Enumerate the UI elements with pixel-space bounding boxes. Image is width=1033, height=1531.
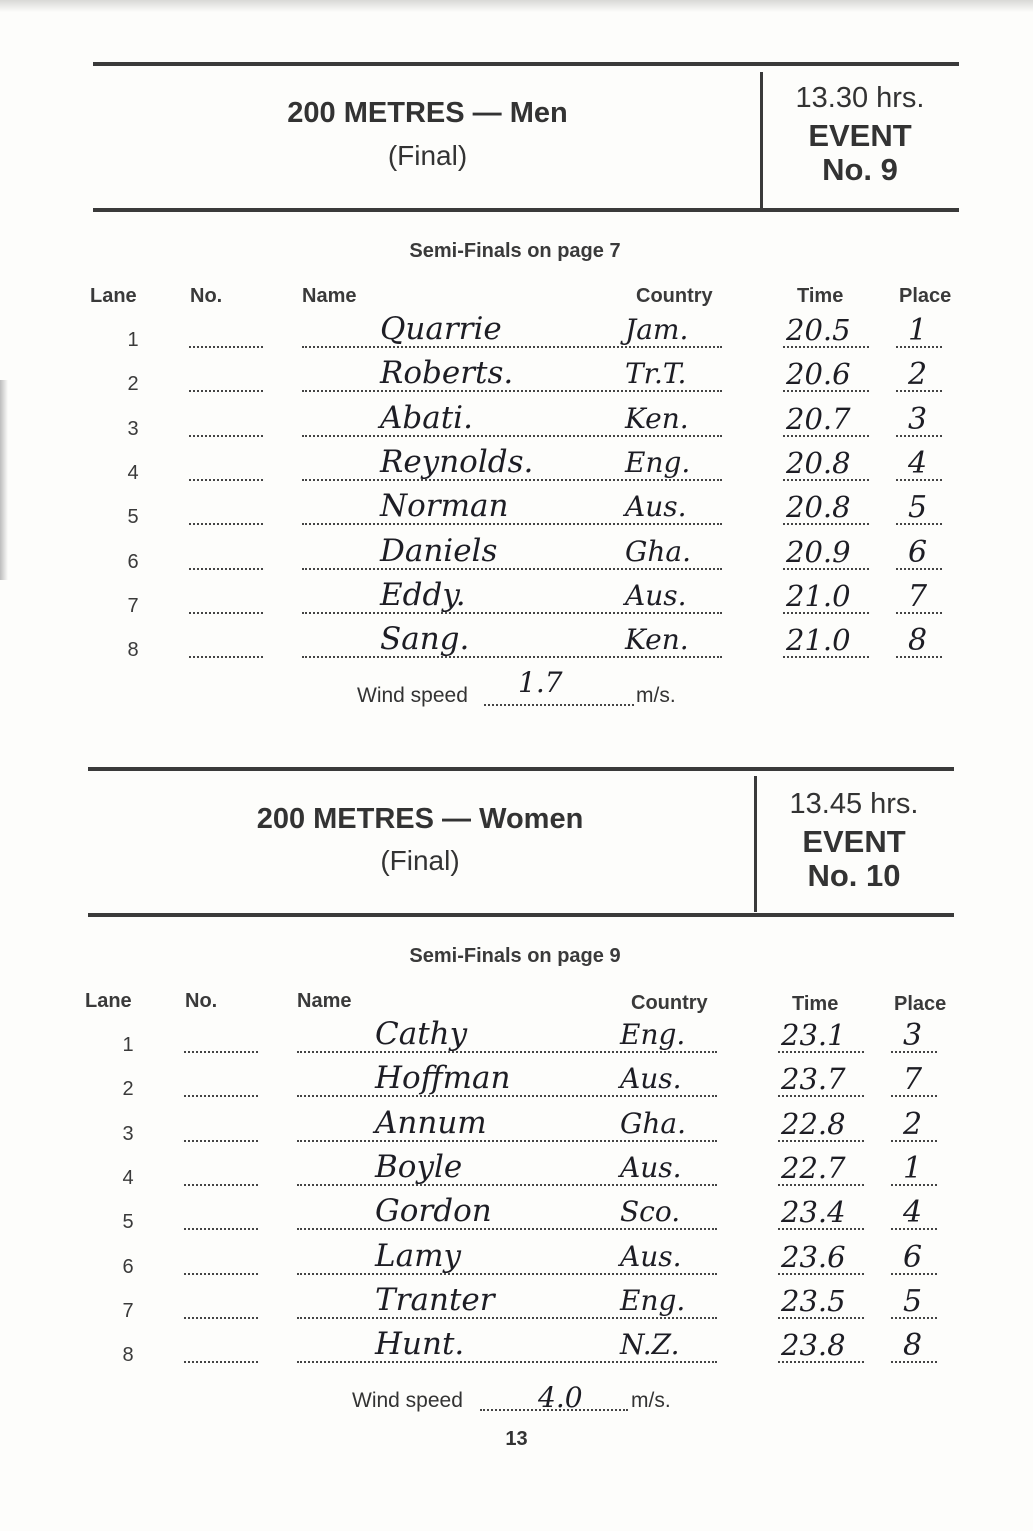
number-field [184, 1361, 258, 1363]
result-place: 3 [908, 402, 928, 437]
table-row [0, 1105, 1033, 1164]
lane-number: 1 [122, 1034, 134, 1056]
col-no: No. [190, 285, 223, 307]
result-time: 20.7 [786, 402, 851, 436]
athlete-name: Cathy [375, 1016, 468, 1052]
wind-value: 1.7 [518, 666, 563, 699]
number-field [184, 1095, 258, 1097]
table-row [0, 533, 1033, 592]
event-stage: (Final) [387, 140, 468, 171]
name-line [297, 1361, 717, 1363]
event-stage: (Final) [380, 845, 460, 876]
result-time: 20.6 [786, 357, 851, 391]
name-line [302, 435, 722, 437]
country: Aus. [625, 490, 687, 523]
col-no: No. [185, 990, 218, 1012]
result-time: 20.9 [786, 535, 851, 569]
name-line [297, 1317, 717, 1319]
result-time: 21.0 [786, 579, 851, 613]
col-country: Country [636, 285, 713, 307]
event-number: No. 10 [807, 858, 901, 893]
lane-number: 4 [122, 1167, 134, 1189]
result-place: 4 [908, 446, 928, 481]
result-place: 7 [908, 579, 928, 614]
athlete-name: Gordon [375, 1193, 492, 1229]
country: Tr.T. [625, 357, 687, 390]
wind-label: Wind speed [357, 684, 468, 707]
semi-finals-note: Semi-Finals on page 7 [409, 240, 621, 262]
country: Aus. [620, 1062, 682, 1095]
result-time: 22.8 [781, 1107, 846, 1141]
top-rule [88, 767, 954, 771]
table-row [0, 488, 1033, 547]
result-place: 1 [903, 1151, 923, 1186]
wind-dots [484, 704, 634, 706]
lane-number: 2 [122, 1078, 134, 1100]
country: Eng. [625, 446, 691, 479]
lane-number: 6 [127, 551, 139, 573]
event-title: 200 METRES — Men [287, 97, 568, 129]
semi-finals-note: Semi-Finals on page 9 [409, 945, 621, 967]
result-time: 23.1 [781, 1018, 846, 1052]
page-top-edge [0, 0, 1033, 12]
event-word: EVENT [802, 824, 906, 859]
event-time-block [764, 788, 944, 893]
number-field [189, 346, 263, 348]
col-name: Name [302, 285, 357, 307]
athlete-name: Sang. [380, 621, 470, 657]
country: Ken. [625, 623, 689, 656]
wind-label: Wind speed [352, 1389, 463, 1412]
result-place: 5 [903, 1284, 923, 1319]
result-time: 23.5 [781, 1284, 846, 1318]
result-place: 8 [903, 1328, 923, 1363]
table-row [0, 1193, 1033, 1252]
lane-number: 3 [127, 418, 139, 440]
name-line [297, 1140, 717, 1142]
country: Aus. [620, 1151, 682, 1184]
number-field [184, 1317, 258, 1319]
athlete-name: Annum [375, 1105, 487, 1141]
name-line [297, 1273, 717, 1275]
bottom-rule [93, 208, 959, 212]
country: Jam. [625, 313, 689, 346]
athlete-name: Hunt. [375, 1326, 465, 1362]
table-row [0, 1149, 1033, 1208]
start-time: 13.45 hrs. [789, 788, 919, 820]
wind-value: 4.0 [538, 1381, 583, 1414]
country: Sco. [620, 1195, 681, 1228]
table-row [0, 1238, 1033, 1297]
athlete-name: Daniels [380, 533, 498, 569]
country: Aus. [620, 1240, 682, 1273]
name-line [297, 1184, 717, 1186]
result-place: 5 [908, 490, 928, 525]
table-row [0, 1016, 1033, 1075]
number-field [189, 523, 263, 525]
lane-number: 5 [127, 506, 139, 528]
result-place: 3 [903, 1018, 923, 1053]
top-rule [93, 62, 959, 66]
result-place: 6 [908, 535, 928, 570]
result-place: 4 [903, 1195, 923, 1230]
lane-number: 7 [122, 1300, 134, 1322]
result-time: 20.8 [786, 490, 851, 524]
name-line [302, 612, 722, 614]
athlete-name: Quarrie [380, 311, 502, 347]
page-number: 13 [505, 1428, 528, 1450]
col-lane: Lane [90, 285, 137, 307]
result-time: 21.0 [786, 623, 851, 657]
result-time: 20.5 [786, 313, 851, 347]
lane-number: 6 [122, 1256, 134, 1278]
col-time: Time [792, 993, 839, 1015]
name-line [302, 656, 722, 658]
result-place: 1 [908, 313, 928, 348]
country: Eng. [620, 1018, 686, 1051]
result-place: 7 [903, 1062, 923, 1097]
athlete-name: Eddy. [380, 577, 466, 613]
result-place: 6 [903, 1240, 923, 1275]
result-time: 20.8 [786, 446, 851, 480]
number-field [189, 435, 263, 437]
name-line [302, 568, 722, 570]
result-place: 2 [908, 357, 928, 392]
result-time: 22.7 [781, 1151, 846, 1185]
number-field [184, 1140, 258, 1142]
lane-number: 4 [127, 462, 139, 484]
country: Eng. [620, 1284, 686, 1317]
athlete-name: Boyle [375, 1149, 463, 1185]
lane-number: 8 [127, 639, 139, 661]
table-row [0, 444, 1033, 503]
divider-rule [760, 72, 763, 208]
number-field [189, 568, 263, 570]
col-place: Place [894, 993, 947, 1015]
result-time: 23.6 [781, 1240, 846, 1274]
table-row [0, 577, 1033, 636]
athlete-name: Lamy [375, 1238, 461, 1274]
athlete-name: Abati. [380, 400, 473, 436]
divider-rule [754, 776, 757, 912]
event-title: 200 METRES — Women [256, 803, 584, 835]
lane-number: 5 [122, 1211, 134, 1233]
name-line [302, 346, 722, 348]
bottom-rule [88, 913, 954, 917]
number-field [184, 1228, 258, 1230]
country: Gha. [620, 1107, 686, 1140]
number-field [184, 1184, 258, 1186]
athlete-name: Tranter [375, 1282, 495, 1318]
result-time: 23.7 [781, 1062, 846, 1096]
country: N.Z. [620, 1328, 680, 1361]
result-time: 23.8 [781, 1328, 846, 1362]
col-name: Name [297, 990, 352, 1012]
table-row [0, 311, 1033, 370]
athlete-name: Hoffman [375, 1060, 511, 1096]
number-field [189, 479, 263, 481]
number-field [189, 390, 263, 392]
number-field [184, 1273, 258, 1275]
col-time: Time [797, 285, 844, 307]
lane-number: 1 [127, 329, 139, 351]
number-field [189, 656, 263, 658]
table-row [0, 1282, 1033, 1341]
country: Gha. [625, 535, 691, 568]
wind-unit: m/s. [631, 1389, 671, 1412]
table-row [0, 1060, 1033, 1119]
event-time-block [770, 82, 950, 187]
result-time: 23.4 [781, 1195, 846, 1229]
country: Aus. [625, 579, 687, 612]
lane-number: 2 [127, 373, 139, 395]
table-row [0, 1326, 1033, 1385]
col-lane: Lane [85, 990, 132, 1012]
col-place: Place [899, 285, 952, 307]
number-field [184, 1051, 258, 1053]
wind-unit: m/s. [636, 684, 676, 707]
athlete-name: Roberts. [380, 355, 514, 391]
athlete-name: Reynolds. [380, 444, 534, 480]
lane-number: 7 [127, 595, 139, 617]
lane-number: 3 [122, 1123, 134, 1145]
start-time: 13.30 hrs. [795, 82, 925, 114]
event-number: No. 9 [822, 152, 898, 187]
country: Ken. [625, 402, 689, 435]
name-line [297, 1228, 717, 1230]
result-place: 2 [903, 1107, 923, 1142]
table-row [0, 355, 1033, 414]
athlete-name: Norman [380, 488, 509, 524]
table-row [0, 621, 1033, 680]
name-line [297, 1051, 717, 1053]
lane-number: 8 [122, 1344, 134, 1366]
name-line [302, 523, 722, 525]
event-word: EVENT [808, 118, 912, 153]
col-country: Country [631, 992, 708, 1014]
number-field [189, 612, 263, 614]
result-place: 8 [908, 623, 928, 658]
